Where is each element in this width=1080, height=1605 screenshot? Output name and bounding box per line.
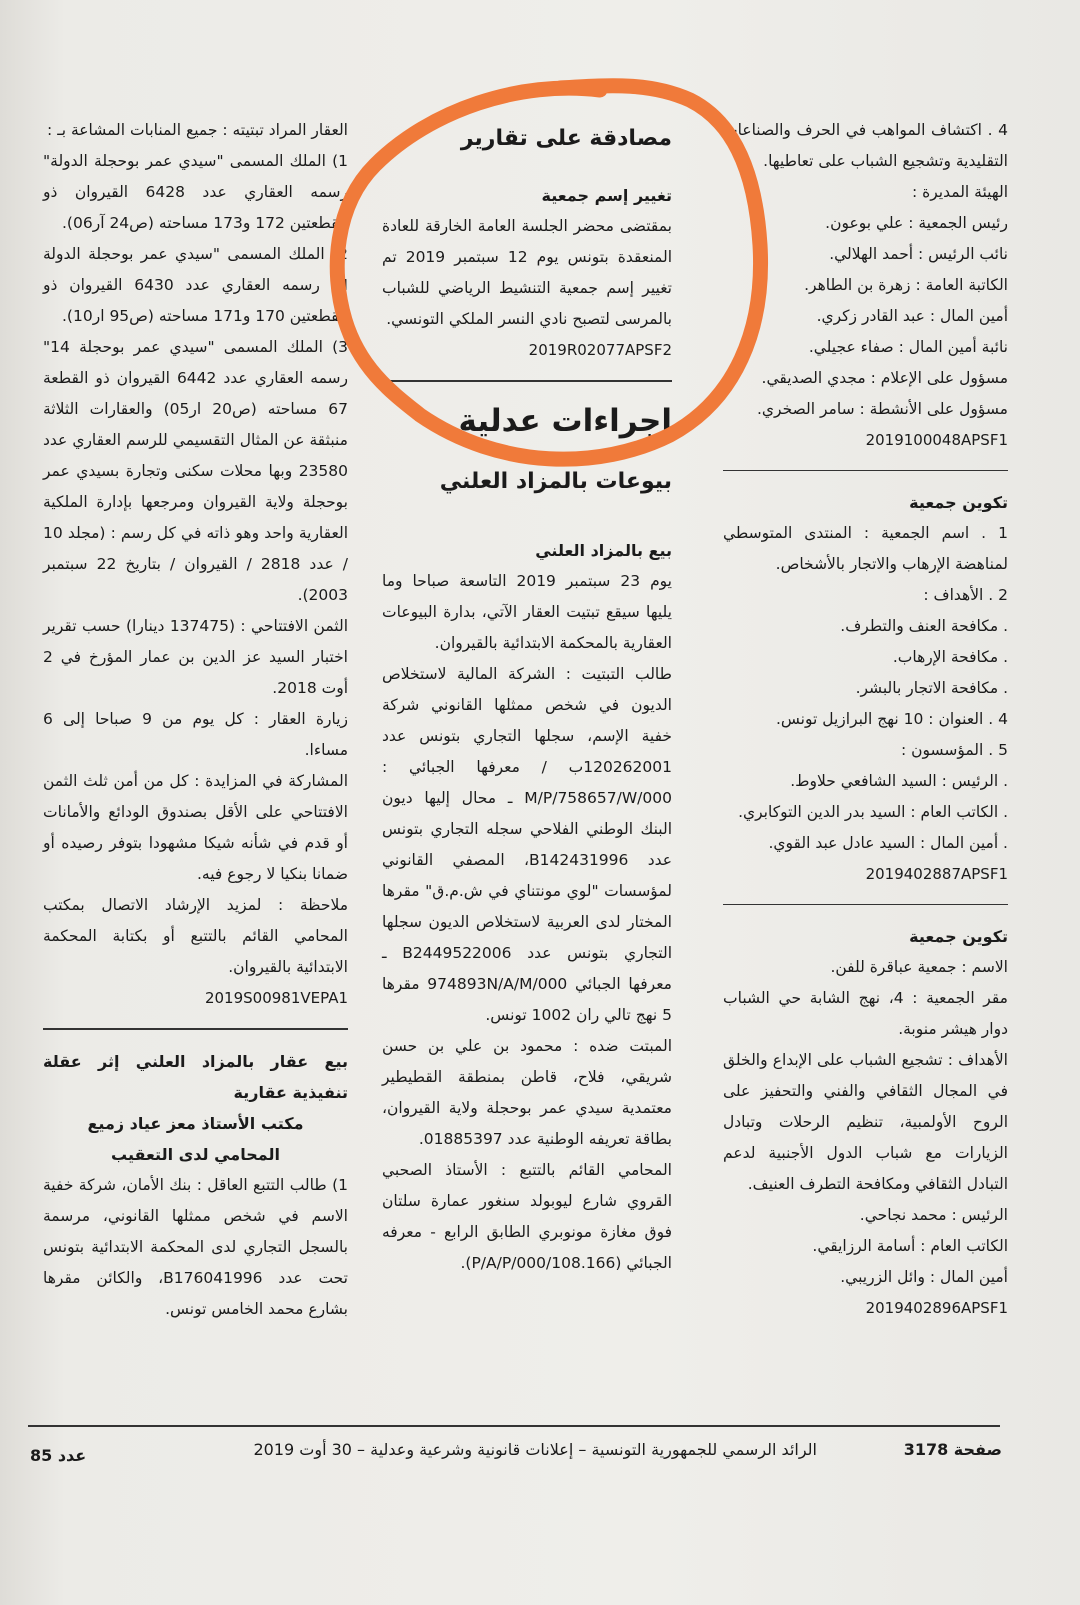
board-list: [723, 208, 1008, 425]
property-paragraph: 1) الملك المسمى "سيدي عمر بوحجلة الدولة" رسمه العقاري عدد 6428 القيروان ذو القطعتين 172 و173 مساحته (ص24 آر06).: [43, 152, 349, 232]
journal-title: الرائد الرسمي للجمهورية التونسية – إعلانات قانونية وشرعية وعدلية – 30 أوت 2019: [253, 1440, 817, 1459]
association-line: 4 . العنوان : 10 نهج البرازيل تونس.: [775, 710, 1008, 728]
association-line: . مكافحة الاتجار بالبشر.: [855, 679, 1008, 697]
reference-code: 2019S00981VEPA1: [204, 989, 348, 1007]
board-member: مسؤول على الأنشطة : سامر الصخري.: [756, 400, 1008, 418]
sale-paragraph: يوم 23 سبتمبر 2019 التاسعة صباحا وما يليها سيقع تبتيت العقار الآتي، بدارة البيوعات العقارية بالمحكمة الابتدائية بالقيروان.: [382, 572, 672, 652]
divider: [43, 1028, 348, 1030]
property-paragraph: 2) الملك المسمى "سيدي عمر بوحجلة الدولة II" رسمه العقاري عدد 6430 القيروان ذو القطعتين 170 و171 مساحته (ص95 ار10).: [43, 245, 349, 325]
association-line: الرئيس : محمد نجاحي.: [859, 1206, 1008, 1224]
association-line: الأهداف : تشجيع الشباب على الإبداع والخلق في المجال الثقافي والفني والتحفيز على الروح الأولمبية، تنظيم الرحلات وتبادل الزيارات مع شباب الدول الأجنبية لدعم التبادل الثقافي ومكافحة التطرف العنيف.: [723, 1051, 1008, 1193]
section-title: تكوين جمعية: [909, 927, 1008, 946]
subsection-title: بيع بالمزاد العلني: [535, 541, 672, 560]
board-label: الهيئة المديرة :: [911, 183, 1008, 201]
section-heading: مصادقة على تقارير: [460, 126, 672, 151]
footer-rule: [28, 1425, 1000, 1427]
board-member: نائبة أمين المال : صفاء عجيلي.: [808, 338, 1008, 356]
main-heading: إجراءات عدلية: [458, 403, 672, 439]
association-line: 1 . اسم الجمعية : المنتدى المتوسطي لمناهضة الإرهاب والاتجار بالأشخاص.: [723, 524, 1008, 573]
board-member: نائب الرئيس : أحمد الهلالي.: [829, 245, 1008, 263]
board-member: مسؤول على الإعلام : مجدي الصديقي.: [761, 369, 1008, 387]
divider: [723, 470, 1008, 471]
section-heading: بيع عقار بالمزاد العلني إثر عقلة تنفيذية عقارية: [43, 1052, 348, 1102]
board-member: الكاتبة العامة : زهرة بن الطاهر.: [804, 276, 1008, 294]
association-line: أمين المال : وائل الزريبي.: [840, 1268, 1008, 1286]
section-heading: بيوعات بالمزاد العلني: [439, 469, 672, 494]
office-title: المحامي لدى التعقيب: [111, 1145, 280, 1164]
association-line: مقر الجمعية : 4، نهج الشابة حي الشباب دوار هيشر منوبة.: [723, 989, 1008, 1038]
page-number: صفحة 3178: [903, 1440, 1002, 1459]
association-line: . مكافحة العنف والتطرف.: [840, 617, 1008, 635]
property-paragraph: 3) الملك المسمى "سيدي عمر بوحجلة 14" رسمه العقاري عدد 6442 القيروان ذو القطعة 67 مساحته (ص20 ار05) والعقارات الثلاثة منبثقة عن المثال التقسيمي للرسم العقاري عدد 23580 وبها محلات سكنى وتجارة بسيدي عمر بوحجلة ولاية القيروان ومرجعها بإدارة الملكية العقارية واحد وهو ذاته في كل رسم : (مجلد 10 / عدد 2818 / القيروان / بتاريخ 22 سبتمبر 2003).: [43, 338, 349, 604]
reference-code: 2019402887APSF1: [865, 865, 1008, 883]
association-details: [723, 518, 1008, 859]
objective-4: 4 . اكتشاف المواهب في الحرف والصناعات التقليدية وتشجيع الشباب على تعاطيها.: [723, 121, 1008, 170]
reference-code: 2019402896APSF1: [865, 1299, 1008, 1317]
notice-body: بمقتضى محضر الجلسة العامة الخارقة للعادة المنعقدة بتونس يوم 12 سبتمبر 2019 تم تغيير إسم جمعية التنشيط الرياضي للشباب بالمرسى لتصبح نادي النسر الملكي التونسي.: [382, 217, 672, 328]
reference-code: 2019R02077APSF2: [528, 341, 672, 359]
property-paragraph: الثمن الافتتاحي : (137475 دينارا) حسب تقرير اختبار السيد عز الدين بن عمار المؤرخ في 2 أوت 2018.: [43, 617, 348, 697]
board-member: أمين المال : عبد القادر زكري.: [816, 307, 1008, 325]
board-member: رئيس الجمعية : علي بوعون.: [825, 214, 1008, 232]
association-line: الاسم : جمعية عباقرة للفن.: [830, 958, 1008, 976]
divider: [382, 380, 672, 382]
association-line: 2 . الأهداف :: [923, 586, 1008, 604]
office-name: مكتب الأستاذ معز عياد زميع: [87, 1114, 304, 1133]
column-middle: [382, 115, 672, 1279]
sale-paragraph: طالب التبتيت : الشركة المالية لاستخلاص الديون في شخص ممثلها القانوني شركة خفية الإسم، سجلها التجاري بتونس عدد 120262001ب / معرفها الجبائي : 000/M/P/758657/W ـ محال إليها ديون البنك الوطني الفلاحي سجله التجاري بتونس عدد B142431996، المصفي القانوني لمؤسسات "لوي مونتناي في ش.م.ق" مقرها المختار لدى العربية لاستخلاص الديون سجلها التجاري بتونس عدد B2449522006 ـ معرفها الجبائي 974893N/A/M/000 مقرها 5 نهج تالي ران 1002 تونس.: [382, 665, 673, 1024]
association-line: 5 . المؤسسون :: [900, 741, 1008, 759]
association-details: [723, 952, 1008, 1293]
subsection-title: تغيير إسم جمعية: [541, 186, 672, 205]
property-paragraph: ملاحظة : لمزيد الإرشاد الاتصال بمكتب المحامي القائم بالتتبع أو بكتابة المحكمة الابتدائية بالقيروان.: [43, 896, 348, 976]
association-line: الكاتب العام : أسامة الرزايقي.: [812, 1237, 1008, 1255]
property-paragraph: المشاركة في المزايدة : كل من أمن ثلث الثمن الافتتاحي على الأقل بصندوق الودائع والأمانات أو قدم في شأنه شيكا مشهودا بتوفر رصيده أو ضمانا بنكيا لا رجوع فيه.: [43, 772, 348, 883]
association-line: . الكاتب العام : السيد بدر الدين التوكابري.: [738, 803, 1008, 821]
page-footer: [30, 1440, 1002, 1470]
section-title: تكوين جمعية: [909, 493, 1008, 512]
column-left: [43, 115, 348, 1325]
association-line: . مكافحة الإرهاب.: [892, 648, 1008, 666]
divider: [723, 904, 1008, 905]
reference-code: 2019100048APSF1: [865, 431, 1008, 449]
sale-paragraph: المبتت ضده : محمود بن علي بن حسن شريقي، فلاح، قاطن بمنطقة القطيطير معتمدية سيدي عمر بوحجلة ولاية القيروان، بطاقة تعريفه الوطنية عدد 01885397.: [382, 1037, 672, 1148]
column-right: [723, 115, 1008, 1324]
sale-paragraph: المحامي القائم بالتتبع : الأستاذ الصحبي القروي شارع ليوبولد سنغور عمارة سلتان فوق مغازة مونوبري الطابق الرابع - معرفه الجبائي (108.166/P/A/P/000).: [382, 1161, 672, 1272]
property-paragraph: العقار المراد تبتيته : جميع المنابات المشاعة بـ :: [47, 121, 348, 139]
association-line: . الرئيس : السيد الشافعي حلاوط.: [790, 772, 1008, 790]
association-line: . أمين المال : السيد عادل عبد القوي.: [768, 834, 1008, 852]
property-paragraph: زيارة العقار : كل يوم من 9 صباحا إلى 6 مساءا.: [43, 710, 348, 759]
property-paragraph: 1) طالب التتبع العاقل : بنك الأمان، شركة خفية الاسم في شخص ممثلها القانوني، مرسمة بالسجل التجاري لدى المحكمة الابتدائية بتونس تحت عدد B176041996، والكائن مقرها بشارع محمد الخامس تونس.: [43, 1176, 348, 1318]
issue-number: عدد 85: [30, 1446, 87, 1465]
